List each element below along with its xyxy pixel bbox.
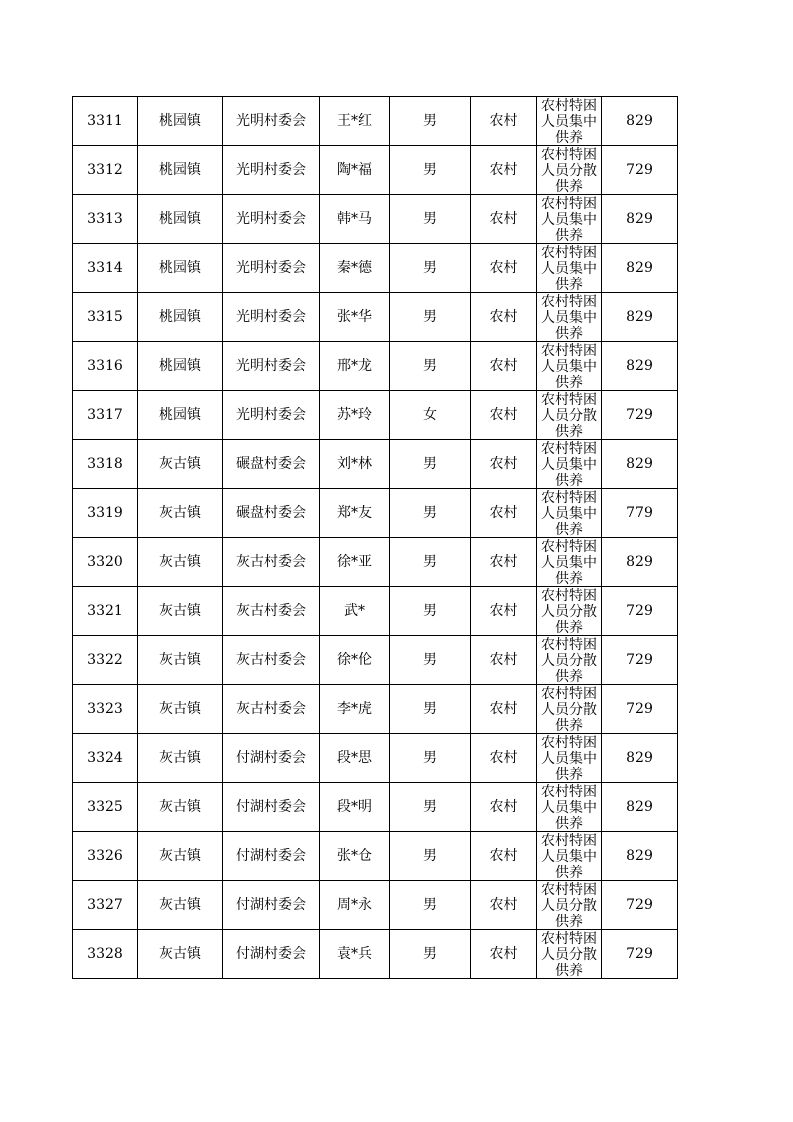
town-cell: 桃园镇 [138,97,223,146]
support-type-cell [537,195,602,244]
support-type-text: 农村特困人员分散供养 [541,588,597,635]
support-type-cell [537,538,602,587]
town-cell: 桃园镇 [138,342,223,391]
table-row [73,342,678,391]
support-type-cell [537,391,602,440]
village-cell: 光明村委会 [223,97,320,146]
village-cell: 碾盘村委会 [223,489,320,538]
table-row [73,832,678,881]
amount-cell: 779 [602,489,678,538]
area-cell: 农村 [471,734,537,783]
area-cell: 农村 [471,587,537,636]
table-row [73,538,678,587]
town-cell: 灰古镇 [138,930,223,979]
village-cell: 光明村委会 [223,391,320,440]
row-id-cell: 3320 [73,538,138,587]
support-type-cell [537,832,602,881]
town-cell: 灰古镇 [138,734,223,783]
name-cell: 张*仓 [320,832,390,881]
amount-cell: 829 [602,97,678,146]
sex-cell: 男 [390,489,471,538]
table-row [73,783,678,832]
support-type-cell [537,97,602,146]
amount-cell: 729 [602,391,678,440]
village-cell: 光明村委会 [223,293,320,342]
support-type-text: 农村特困人员集中供养 [541,784,597,831]
town-cell: 桃园镇 [138,391,223,440]
village-cell: 灰古村委会 [223,685,320,734]
row-id-cell: 3328 [73,930,138,979]
name-cell: 段*思 [320,734,390,783]
row-id-cell: 3319 [73,489,138,538]
table-row [73,636,678,685]
support-type-cell [537,734,602,783]
data-table [72,96,678,979]
support-type-text: 农村特困人员分散供养 [541,686,597,733]
sex-cell: 男 [390,440,471,489]
sex-cell: 男 [390,97,471,146]
support-type-text: 农村特困人员集中供养 [541,294,597,341]
village-cell: 付湖村委会 [223,734,320,783]
amount-cell: 729 [602,636,678,685]
support-type-text: 农村特困人员集中供养 [541,343,597,390]
row-id-cell: 3323 [73,685,138,734]
amount-cell: 829 [602,734,678,783]
town-cell: 灰古镇 [138,783,223,832]
support-type-text: 农村特困人员集中供养 [541,833,597,880]
town-cell: 灰古镇 [138,587,223,636]
village-cell: 付湖村委会 [223,832,320,881]
amount-cell: 829 [602,195,678,244]
support-type-cell [537,881,602,930]
name-cell: 陶*福 [320,146,390,195]
support-type-text: 农村特困人员集中供养 [541,490,597,537]
sex-cell: 男 [390,244,471,293]
row-id-cell: 3324 [73,734,138,783]
support-type-text: 农村特困人员分散供养 [541,931,597,978]
support-type-cell [537,587,602,636]
support-type-text: 农村特困人员分散供养 [541,637,597,684]
amount-cell: 829 [602,244,678,293]
row-id-cell: 3312 [73,146,138,195]
table-row [73,685,678,734]
town-cell: 桃园镇 [138,293,223,342]
area-cell: 农村 [471,832,537,881]
amount-cell: 729 [602,930,678,979]
amount-cell: 729 [602,146,678,195]
support-type-cell [537,244,602,293]
amount-cell: 729 [602,587,678,636]
support-type-text: 农村特困人员集中供养 [541,735,597,782]
sex-cell: 男 [390,293,471,342]
support-type-text: 农村特困人员分散供养 [541,392,597,439]
table-row [73,146,678,195]
village-cell: 灰古村委会 [223,538,320,587]
table-row [73,489,678,538]
sex-cell: 男 [390,881,471,930]
name-cell: 段*明 [320,783,390,832]
support-type-text: 农村特困人员分散供养 [541,882,597,929]
support-type-cell [537,636,602,685]
village-cell: 付湖村委会 [223,881,320,930]
amount-cell: 829 [602,538,678,587]
sex-cell: 男 [390,587,471,636]
row-id-cell: 3325 [73,783,138,832]
table-row [73,97,678,146]
support-type-cell [537,440,602,489]
row-id-cell: 3318 [73,440,138,489]
name-cell: 邢*龙 [320,342,390,391]
support-type-text: 农村特困人员分散供养 [541,147,597,194]
table-row [73,587,678,636]
sex-cell: 男 [390,832,471,881]
name-cell: 武* [320,587,390,636]
row-id-cell: 3321 [73,587,138,636]
area-cell: 农村 [471,881,537,930]
row-id-cell: 3317 [73,391,138,440]
area-cell: 农村 [471,783,537,832]
village-cell: 灰古村委会 [223,587,320,636]
area-cell: 农村 [471,97,537,146]
area-cell: 农村 [471,195,537,244]
area-cell: 农村 [471,146,537,195]
row-id-cell: 3311 [73,97,138,146]
village-cell: 付湖村委会 [223,930,320,979]
row-id-cell: 3313 [73,195,138,244]
sex-cell: 男 [390,734,471,783]
amount-cell: 829 [602,293,678,342]
village-cell: 碾盘村委会 [223,440,320,489]
table-row [73,244,678,293]
village-cell: 光明村委会 [223,146,320,195]
support-type-cell [537,342,602,391]
sex-cell: 男 [390,195,471,244]
area-cell: 农村 [471,391,537,440]
village-cell: 灰古村委会 [223,636,320,685]
sex-cell: 男 [390,538,471,587]
row-id-cell: 3326 [73,832,138,881]
sex-cell: 男 [390,146,471,195]
name-cell: 周*永 [320,881,390,930]
town-cell: 桃园镇 [138,195,223,244]
town-cell: 灰古镇 [138,685,223,734]
area-cell: 农村 [471,636,537,685]
area-cell: 农村 [471,685,537,734]
name-cell: 徐*伦 [320,636,390,685]
support-type-cell [537,783,602,832]
support-type-cell [537,146,602,195]
amount-cell: 729 [602,685,678,734]
town-cell: 灰古镇 [138,881,223,930]
name-cell: 韩*马 [320,195,390,244]
town-cell: 灰古镇 [138,832,223,881]
area-cell: 农村 [471,342,537,391]
table-body [73,97,678,979]
name-cell: 张*华 [320,293,390,342]
support-type-text: 农村特困人员集中供养 [541,98,597,145]
sex-cell: 男 [390,783,471,832]
name-cell: 袁*兵 [320,930,390,979]
row-id-cell: 3316 [73,342,138,391]
row-id-cell: 3327 [73,881,138,930]
amount-cell: 829 [602,342,678,391]
support-type-cell [537,489,602,538]
village-cell: 付湖村委会 [223,783,320,832]
support-type-text: 农村特困人员集中供养 [541,441,597,488]
name-cell: 秦*德 [320,244,390,293]
sex-cell: 男 [390,930,471,979]
area-cell: 农村 [471,930,537,979]
name-cell: 苏*玲 [320,391,390,440]
area-cell: 农村 [471,538,537,587]
row-id-cell: 3322 [73,636,138,685]
sex-cell: 男 [390,636,471,685]
row-id-cell: 3315 [73,293,138,342]
table-row [73,293,678,342]
sex-cell: 男 [390,342,471,391]
table-row [73,734,678,783]
support-type-text: 农村特困人员集中供养 [541,245,597,292]
table-row [73,391,678,440]
area-cell: 农村 [471,440,537,489]
table-row [73,930,678,979]
support-type-cell [537,293,602,342]
name-cell: 郑*友 [320,489,390,538]
town-cell: 灰古镇 [138,538,223,587]
amount-cell: 829 [602,832,678,881]
village-cell: 光明村委会 [223,195,320,244]
town-cell: 桃园镇 [138,146,223,195]
area-cell: 农村 [471,489,537,538]
row-id-cell: 3314 [73,244,138,293]
support-type-text: 农村特困人员集中供养 [541,539,597,586]
support-type-cell [537,685,602,734]
town-cell: 灰古镇 [138,636,223,685]
name-cell: 李*虎 [320,685,390,734]
amount-cell: 729 [602,881,678,930]
support-type-text: 农村特困人员集中供养 [541,196,597,243]
name-cell: 王*红 [320,97,390,146]
village-cell: 光明村委会 [223,342,320,391]
town-cell: 灰古镇 [138,440,223,489]
town-cell: 桃园镇 [138,244,223,293]
table-row [73,440,678,489]
town-cell: 灰古镇 [138,489,223,538]
sex-cell: 女 [390,391,471,440]
support-type-cell [537,930,602,979]
area-cell: 农村 [471,293,537,342]
village-cell: 光明村委会 [223,244,320,293]
amount-cell: 829 [602,783,678,832]
table-row [73,881,678,930]
amount-cell: 829 [602,440,678,489]
table-row [73,195,678,244]
name-cell: 刘*林 [320,440,390,489]
name-cell: 徐*亚 [320,538,390,587]
sex-cell: 男 [390,685,471,734]
area-cell: 农村 [471,244,537,293]
